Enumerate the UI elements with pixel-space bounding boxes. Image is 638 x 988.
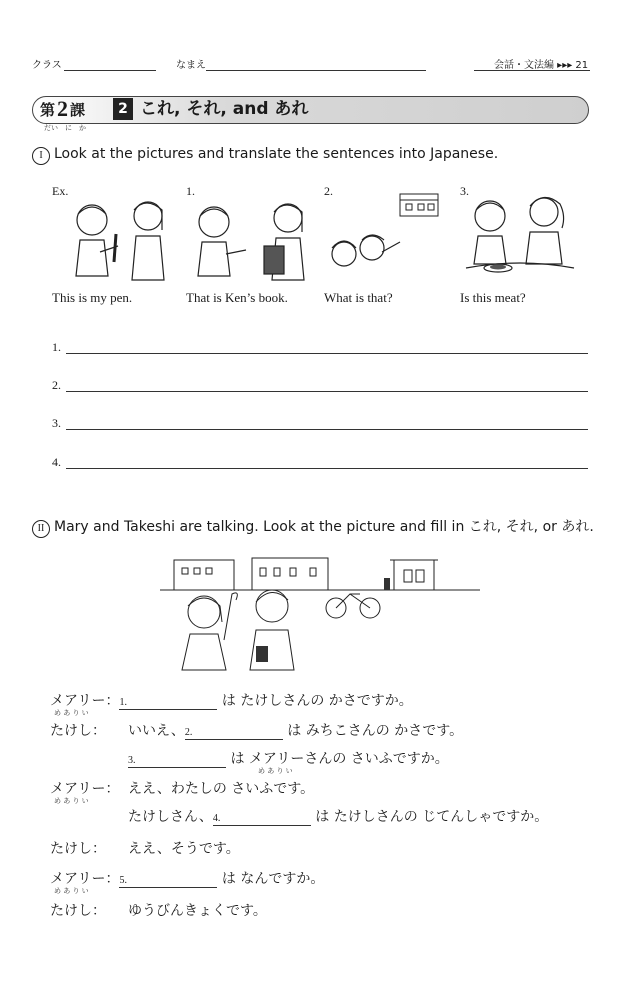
dialogue-text: さんの さいふですか。 [304,751,449,767]
blank-2[interactable]: 2. [185,725,283,740]
class-field-line[interactable] [64,70,156,71]
answer-number-2: 2. [52,378,61,392]
answer-number-4: 4. [52,455,61,469]
illustration-street-scene [160,550,480,674]
answer-number-1: 1. [52,340,61,354]
speaker-takeshi: たけし： [50,903,106,919]
dialogue-line-6 [50,838,240,858]
answer-line-1[interactable] [66,353,588,354]
blank-4[interactable]: 4. [213,811,311,826]
picture-label-1: 1. [186,184,195,198]
speaker-mary: メアリー： [50,871,120,887]
answer-line-4[interactable] [66,468,588,469]
dialogue-pre: たけしさん、 [128,809,213,825]
name-label: なまえ [176,60,206,71]
dialogue-text: は メアリー [230,751,305,767]
speaker-mary: メアリー： [50,781,120,797]
dialogue-line-7 [50,868,324,888]
caption-ex: This is my pen. [52,290,133,305]
lesson-number: 2 [57,96,69,121]
name-ruby: め あ り い [258,767,293,775]
dialogue-line-5 [128,806,548,826]
section1-instruction: Look at the pictures and translate the sentences into Japanese. [54,146,499,162]
section1-number: I [32,147,50,165]
illustration-3-meat [462,188,578,284]
blank-5[interactable]: 5. [119,873,217,888]
section2-instruction: Mary and Takeshi are talking. Look at the picture and fill in これ, それ, or あれ. [54,519,594,535]
dialogue-line-4 [50,778,314,798]
dialogue-pre: いいえ、 [128,723,185,739]
section1-heading [32,146,498,165]
speaker-takeshi: たけし： [50,841,106,857]
answer-number-3: 3. [52,416,61,430]
sub-section-number: 2 [113,98,133,120]
speaker-ruby: め あ り い [54,887,89,895]
section2-heading [32,516,594,538]
illustration-2-building [326,190,446,280]
picture-label-ex: Ex. [52,184,69,198]
speaker-ruby: め あ り い [54,797,89,805]
lesson-topic: これ, それ, and あれ [140,99,309,119]
picture-label-3: 3. [460,184,469,198]
speaker-takeshi: たけし： [50,723,106,739]
answer-line-2[interactable] [66,391,588,392]
caption-3: Is this meat? [460,290,526,305]
dialogue-text: は みちこさんの かさです。 [287,723,464,739]
dialogue-text: ゆうびんきょくです。 [128,903,267,919]
dialogue-line-8 [50,900,267,920]
dialogue-text: は たけしさんの じてんしゃですか。 [315,809,549,825]
lesson-ruby: だい に か [44,124,86,132]
illustration-ex-pen [60,196,170,284]
dialogue-text: ええ、わたしの さいふです。 [128,781,315,797]
dialogue-text: は たけしさんの かさですか。 [221,693,413,709]
class-label: クラス [32,60,62,71]
illustration-1-book [190,196,310,284]
section2-number: II [32,520,50,538]
blank-3[interactable]: 3. [128,753,226,768]
lesson-prefix: 第 [40,100,56,119]
dialogue-text: は なんですか。 [221,871,325,887]
blank-1[interactable]: 1. [119,695,217,710]
name-field-line[interactable] [206,70,426,71]
section-reference-underline [474,70,590,71]
speaker-mary: メアリー： [50,693,120,709]
dialogue-text: ええ、そうです。 [128,841,240,857]
dialogue-line-1 [50,690,413,710]
picture-label-2: 2. [324,184,333,198]
lesson-suffix: 課 [70,100,86,119]
lesson-heading [40,98,85,120]
caption-2: What is that? [324,290,393,305]
dialogue-line-2 [50,720,463,740]
section-reference: 会話・文法編 ▸▸▸ 21 [494,60,589,71]
answer-line-3[interactable] [66,429,588,430]
caption-1: That is Ken’s book. [186,290,288,305]
dialogue-line-3 [128,748,449,768]
speaker-ruby: め あ り い [54,709,89,717]
